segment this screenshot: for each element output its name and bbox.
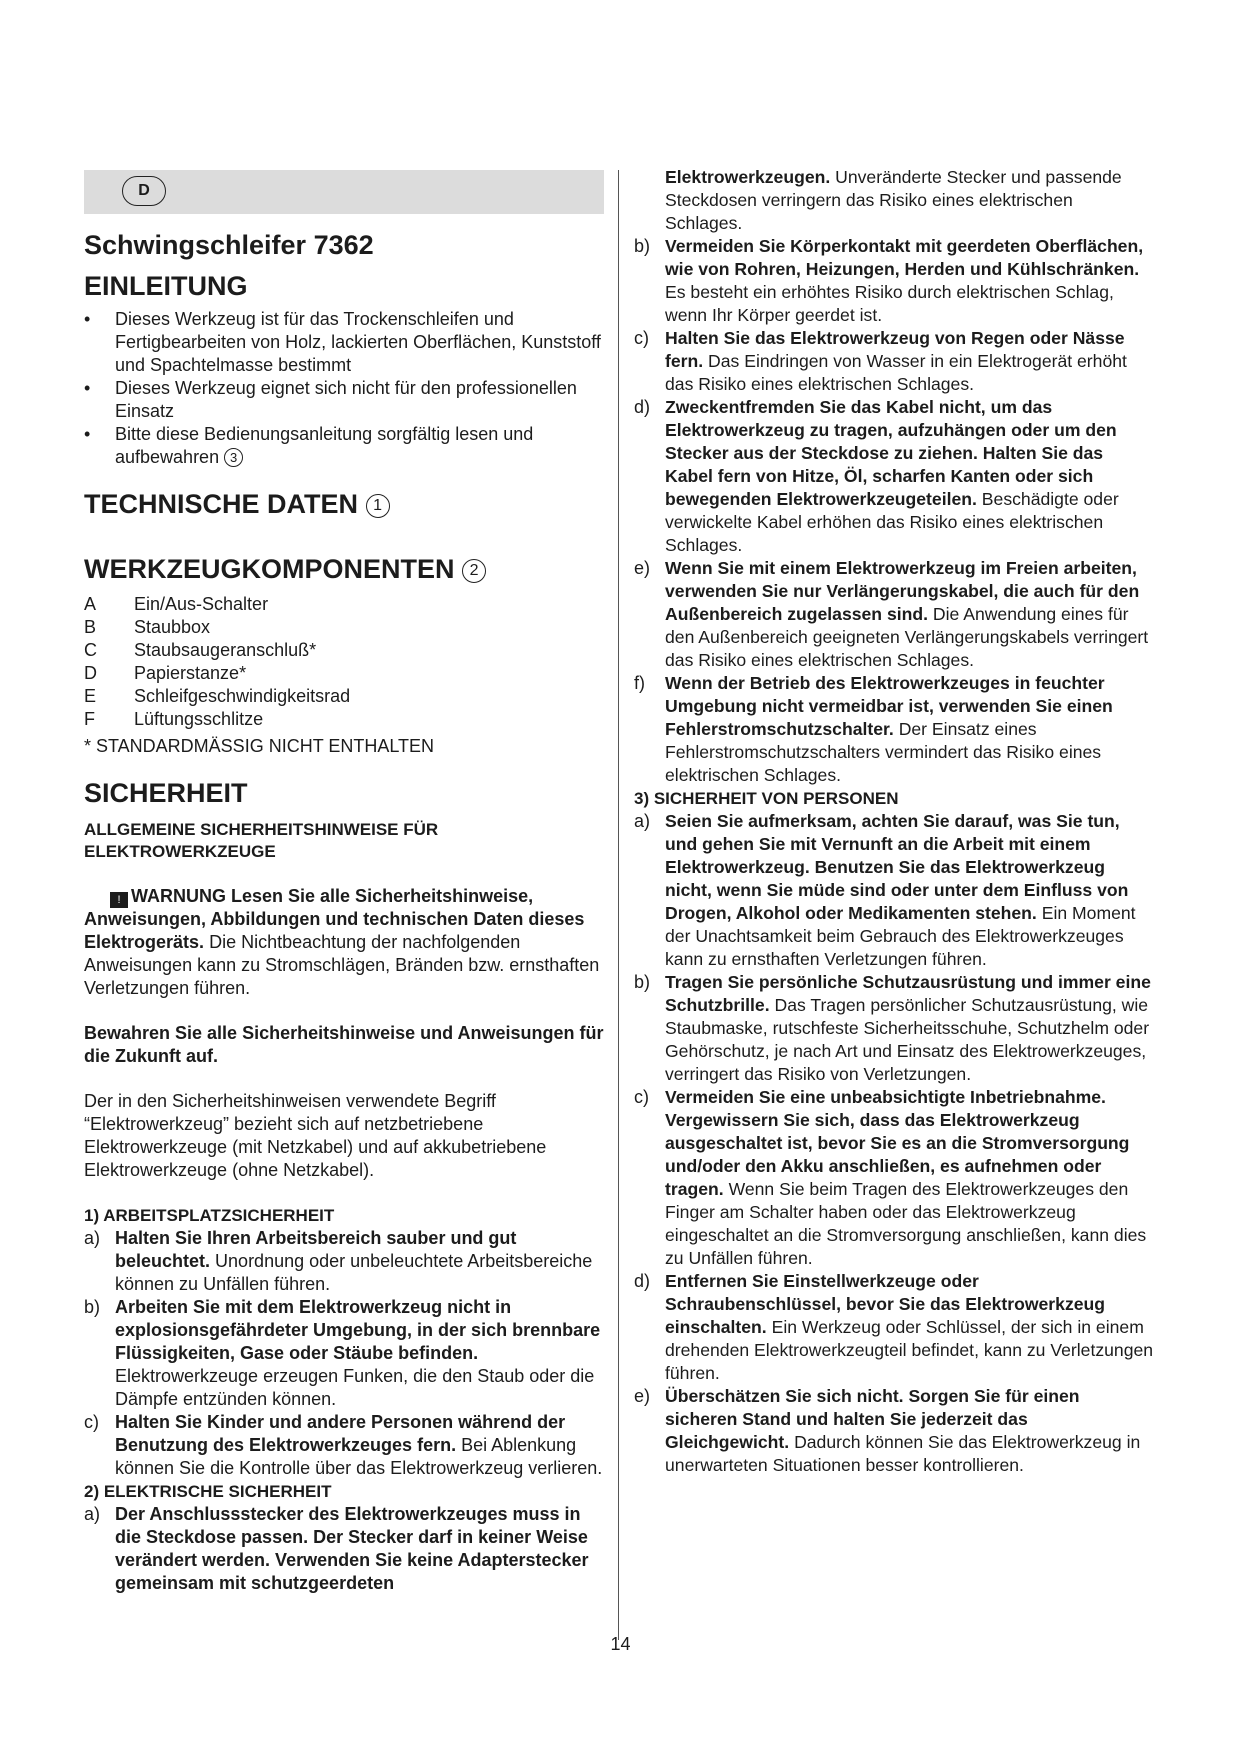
components-list xyxy=(84,593,604,731)
components-footnote: * STANDARDMÄSSIG NICHT ENTHALTEN xyxy=(84,736,435,756)
item-text: Das Eindringen von Wasser in ein Elektrogerät erhöht das Risiko eines elektrischen Schlages. xyxy=(665,351,1127,394)
item-letter: a) xyxy=(84,1504,101,1524)
component-label: Staubsaugeranschluß* xyxy=(134,640,317,660)
section-personal-title: 3) SICHERHEIT VON PERSONEN xyxy=(634,789,899,808)
intro-bullet xyxy=(84,423,604,469)
intro-bullets xyxy=(84,308,604,469)
page-number: 14 xyxy=(610,1634,631,1654)
safety-item xyxy=(634,235,1154,327)
intro-bullet: • Dieses Werkzeug ist für das Trockenschleifen und Fertigbearbeiten von Holz, lackierten Oberflächen, Kunststoff und Spachtelmasse bestimmt xyxy=(84,308,604,377)
item-letter: a) xyxy=(84,1228,101,1248)
safety-item xyxy=(84,1503,604,1595)
item-letter: c) xyxy=(634,328,649,348)
item-bold: Tragen Sie persönliche Schutzausrüstung und immer eine Schutzbrille. xyxy=(665,972,1151,1015)
safety-item xyxy=(634,971,1154,1086)
intro-bullet-text: Bitte diese Bedienungsanleitung sorgfältig lesen und aufbewahren xyxy=(115,424,534,467)
tech-data-heading-text: TECHNISCHE DATEN xyxy=(84,489,359,519)
warning-paragraph xyxy=(84,885,604,1000)
item-text: Ein Moment der Unachtsamkeit beim Gebrauch des Elektrowerkzeuges kann zu ernsthaften Verletzungen führen. xyxy=(665,903,1136,969)
safety-item xyxy=(634,1270,1154,1385)
component-letter: B xyxy=(84,617,97,637)
item-letter: b) xyxy=(634,236,651,256)
safety-item xyxy=(634,810,1154,971)
item-text: Das Tragen persönlicher Schutzausrüstung, wie Staubmaske, rutschfeste Sicherheitsschuhe, Schutzhelm oder Gehörschutz, je nach Art und Einsatz des Elektrowerkzeuges, verringert das Risiko von Verletzungen. xyxy=(665,995,1150,1084)
safety-item xyxy=(634,557,1154,672)
component-row xyxy=(84,639,604,662)
item-bold: Entfernen Sie Einstellwerkzeuge oder Schraubenschlüssel, bevor Sie das Elektrowerkzeug einschalten. xyxy=(665,1271,1106,1337)
component-letter: A xyxy=(84,594,97,614)
component-row xyxy=(84,616,604,639)
item-bold: Wenn Sie mit einem Elektrowerkzeug im Freien arbeiten, verwenden Sie nur Verlängerungskabel, die auch für den Außenbereich zugelassen sind. xyxy=(665,558,1140,624)
component-label: Lüftungsschlitze xyxy=(134,709,264,729)
language-bar xyxy=(84,170,604,214)
item-bold: Halten Sie Ihren Arbeitsbereich sauber und gut beleuchtet. xyxy=(115,1228,517,1271)
left-column xyxy=(84,170,604,1595)
intro-heading: EINLEITUNG xyxy=(84,271,248,301)
item-bold: Seien Sie aufmerksam, achten Sie darauf, was Sie tun, und gehen Sie mit Vernunft an die Arbeit mit einem Elektrowerkzeug. Benutzen Sie das Elektrowerkzeug nicht, wenn Sie müde sind oder unter dem Einfluss von Drogen, Alkohol oder Medikamenten stehen. xyxy=(665,811,1129,923)
safety-item xyxy=(84,1296,604,1411)
component-row xyxy=(84,662,604,685)
item-bold: Wenn der Betrieb des Elektrowerkzeuges in feuchter Umgebung nicht vermeidbar ist, verwenden Sie einen Fehlerstromschutzschalter. xyxy=(665,673,1113,739)
safety-item xyxy=(84,1227,604,1296)
component-label: Papierstanze* xyxy=(134,663,247,683)
item-text: Unordnung oder unbeleuchtete Arbeitsbereiche können zu Unfällen führen. xyxy=(115,1251,593,1294)
component-label: Staubbox xyxy=(134,617,211,637)
item-letter: b) xyxy=(84,1297,101,1317)
safety-item xyxy=(634,672,1154,787)
item-text: Dadurch können Sie das Elektrowerkzeug in unerwarteten Situationen besser kontrollieren. xyxy=(665,1432,1141,1475)
figure-ref-2: 2 xyxy=(462,559,486,583)
figure-ref-1: 1 xyxy=(366,494,390,518)
language-badge: D xyxy=(122,176,166,206)
safety-item xyxy=(634,327,1154,396)
component-row xyxy=(84,708,604,731)
component-letter: E xyxy=(84,686,97,706)
item-text: Der Einsatz eines Fehlerstromschutzschalters vermindert das Risiko eines elektrischen Schlages. xyxy=(665,719,1102,785)
component-letter: D xyxy=(84,663,97,683)
component-label: Schleifgeschwindigkeitsrad xyxy=(134,686,351,706)
item-text: Bei Ablenkung können Sie die Kontrolle über das Elektrowerkzeug verlieren. xyxy=(115,1435,603,1478)
item-bold: Vermeiden Sie eine unbeabsichtigte Inbetriebnahme. Vergewissern Sie sich, dass das Elektrowerkzeug ausgeschaltet ist, bevor Sie es an die Stromversorgung und/oder den Akku anschließen, es aufnehmen oder tragen. xyxy=(665,1087,1130,1199)
item-letter: d) xyxy=(634,1271,651,1291)
item-letter: c) xyxy=(634,1087,649,1107)
tech-data-heading xyxy=(84,489,604,520)
item-letter: b) xyxy=(634,972,651,992)
safety-item xyxy=(634,1086,1154,1270)
item-letter: e) xyxy=(634,1386,651,1406)
item-text: Die Anwendung eines für den Außenbereich geeigneten Verlängerungskabels verringert das Risiko eines elektrischen Schlages. xyxy=(665,604,1149,670)
item-text: Wenn Sie beim Tragen des Elektrowerkzeuges den Finger am Schalter haben oder das Elektrowerkzeug eingeschaltet an die Stromversorgung anschließen, kann dies zu Unfällen führen. xyxy=(665,1179,1147,1268)
item-text: Unveränderte Stecker und passende Steckdosen verringern das Risiko eines elektrischen Schlages. xyxy=(665,167,1122,233)
component-row xyxy=(84,593,604,616)
safety-item xyxy=(84,1411,604,1480)
item-letter: e) xyxy=(634,558,651,578)
components-heading-text: WERKZEUGKOMPONENTEN xyxy=(84,554,455,584)
item-text: Es besteht ein erhöhtes Risiko durch elektrischen Schlag, wenn Ihr Körper geerdet ist. xyxy=(665,282,1114,325)
item-letter: f) xyxy=(634,673,645,693)
item-text: Ein Werkzeug oder Schlüssel, der sich in einem drehenden Elektrowerkzeugteil befindet, kann zu Verletzungen führen. xyxy=(665,1317,1154,1383)
right-column xyxy=(634,166,1154,1477)
intro-bullet: • Dieses Werkzeug eignet sich nicht für den professionellen Einsatz xyxy=(84,377,604,423)
item-bold: Elektrowerkzeugen. xyxy=(665,167,831,187)
item-bold: Überschätzen Sie sich nicht. Sorgen Sie für einen sicheren Stand und halten Sie jederzeit das Gleichgewicht. xyxy=(665,1386,1080,1452)
figure-ref-3: 3 xyxy=(224,448,243,467)
component-letter: F xyxy=(84,709,95,729)
item-letter: a) xyxy=(634,811,651,831)
warning-text: Die Nichtbeachtung der nachfolgenden Anweisungen kann zu Stromschlägen, Bränden bzw. ernsthaften Verletzungen führen. xyxy=(84,932,600,998)
item-letter: c) xyxy=(84,1412,99,1432)
item-text: Elektrowerkzeuge erzeugen Funken, die den Staub oder die Dämpfe entzünden können. xyxy=(115,1366,595,1409)
keep-instructions: Bewahren Sie alle Sicherheitshinweise und Anweisungen für die Zukunft auf. xyxy=(84,1023,604,1066)
product-title: Schwingschleifer 7362 xyxy=(84,230,374,260)
item-bold: Zweckentfremden Sie das Kabel nicht, um das Elektrowerkzeug zu tragen, aufzuhängen oder um den Stecker aus der Steckdose zu ziehen. Halten Sie das Kabel fern von Hitze, Öl, scharfen Kanten oder sich bewegenden Elektrowerkzeugeteilen. xyxy=(665,397,1117,509)
safety-subheading: ALLGEMEINE SICHERHEITSHINWEISE FÜR ELEKTROWERKZEUGE xyxy=(84,820,439,861)
term-definition: Der in den Sicherheitshinweisen verwendete Begriff “Elektrowerkzeug” bezieht sich auf netzbetriebene Elektrowerkzeuge (mit Netzkabel) und auf akkubetriebene Elektrowerkzeuge (ohne Netzkabel). xyxy=(84,1091,547,1180)
safety-item xyxy=(634,1385,1154,1477)
components-heading xyxy=(84,554,604,585)
warning-icon: ! xyxy=(110,892,128,908)
safety-heading: SICHERHEIT xyxy=(84,778,248,808)
item-bold: Vermeiden Sie Körperkontakt mit geerdeten Oberflächen, wie von Rohren, Heizungen, Herden und Kühlschränken. xyxy=(665,236,1144,279)
column-divider xyxy=(618,170,619,1640)
item-letter: d) xyxy=(634,397,651,417)
item-bold: Der Anschlussstecker des Elektrowerkzeuges muss in die Steckdose passen. Der Stecker darf in keiner Weise verändert werden. Verwenden Sie keine Adapterstecker gemeinsam mit schutzgeerdeten xyxy=(115,1504,589,1593)
safety-item xyxy=(634,396,1154,557)
component-label: Ein/Aus-Schalter xyxy=(134,594,269,614)
component-letter: C xyxy=(84,640,97,660)
section-electrical-title: 2) ELEKTRISCHE SICHERHEIT xyxy=(84,1482,332,1501)
section-work-area-title: 1) ARBEITSPLATZSICHERHEIT xyxy=(84,1206,335,1225)
component-row xyxy=(84,685,604,708)
item-bold: Halten Sie Kinder und andere Personen während der Benutzung des Elektrowerkzeuges fern. xyxy=(115,1412,566,1455)
item-text: Beschädigte oder verwickelte Kabel erhöhen das Risiko eines elektrischen Schlages. xyxy=(665,489,1119,555)
item-bold: Arbeiten Sie mit dem Elektrowerkzeug nicht in explosionsgefährdeter Umgebung, in der sich brennbare Flüssigkeiten, Gase oder Stäube befinden. xyxy=(115,1297,601,1363)
warning-bold: WARNUNG Lesen Sie alle Sicherheitshinweise, Anweisungen, Abbildungen und technischen Daten dieses Elektrogeräts. xyxy=(84,886,585,952)
safety-item-continued xyxy=(634,166,1154,235)
item-bold: Halten Sie das Elektrowerkzeug von Regen oder Nässe fern. xyxy=(665,328,1125,371)
